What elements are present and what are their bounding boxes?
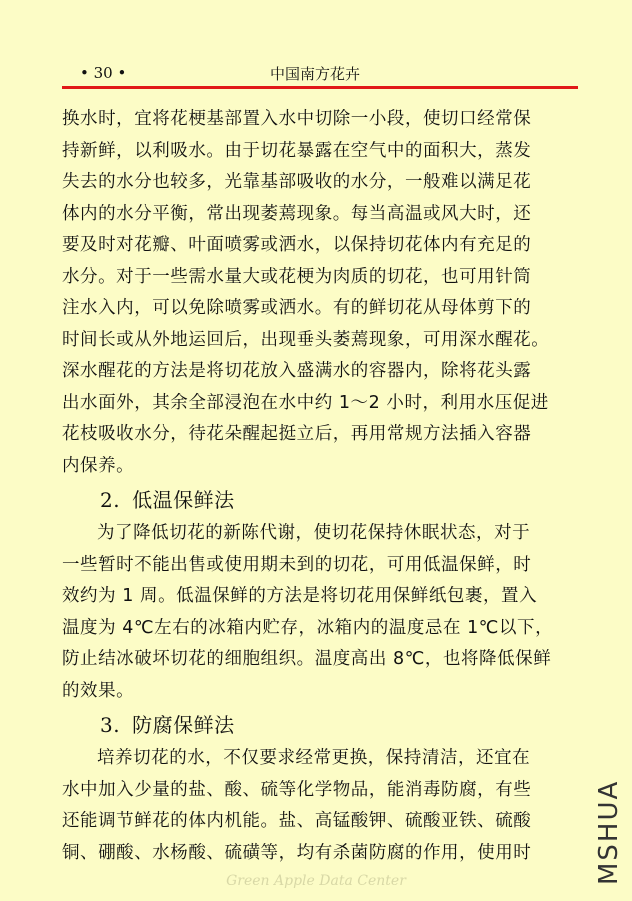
text-line: 内保养。 xyxy=(62,455,135,476)
text-line: 失去的水分也较多，光靠基部吸收的水分，一般难以满足花 xyxy=(62,172,532,192)
text-line: 温度为 4℃左右的冰箱内贮存，冰箱内的温度忌在 1℃以下， xyxy=(62,617,554,638)
section-title: 防腐保鲜法 xyxy=(132,713,235,737)
text-line: 的效果。 xyxy=(62,680,135,701)
text-line: 持新鲜，以利吸水。由于切花暴露在空气中的面积大，蒸发 xyxy=(62,140,532,161)
text-line: 出水面外，其余全部浸泡在水中约 1～2 小时，利用水压促进 xyxy=(62,392,549,413)
header-rule xyxy=(62,86,578,89)
text-line: 花枝吸收水分，待花朵醒起挺立后，再用常规方法插入容器 xyxy=(62,424,532,444)
page-number: • 30 • xyxy=(80,64,127,82)
text-line: 水中加入少量的盐、酸、硫等化学物品，能消毒防腐，有些 xyxy=(62,779,532,800)
section-number: 3. xyxy=(100,713,121,737)
section-number: 2. xyxy=(100,488,121,512)
side-watermark: MSHUA xyxy=(594,779,624,885)
text-line: 培养切花的水，不仅要求经常更换，保持清洁，还宜在 xyxy=(97,748,531,768)
text-line: 为了降低切花的新陈代谢，使切花保持休眠状态，对于 xyxy=(97,523,531,543)
section-title: 低温保鲜法 xyxy=(132,488,235,512)
text-line: 水分。对于一些需水量大或花梗为肉质的切花，也可用针筒 xyxy=(62,266,532,287)
text-line: 铜、硼酸、水杨酸、硫磺等，均有杀菌防腐的作用，使用时 xyxy=(62,842,532,863)
running-title: 中国南方花卉 xyxy=(270,65,361,83)
text-line: 注水入内，可以免除喷雾或洒水。有的鲜切花从母体剪下的 xyxy=(62,298,532,318)
section-heading-3 xyxy=(62,707,580,743)
bottom-watermark: Green Apple Data Center xyxy=(226,873,406,889)
text-line: 效约为 1 周。低温保鲜的方法是将切花用保鲜纸包裹，置入 xyxy=(62,586,538,606)
text-line: 要及时对花瓣、叶面喷雾或洒水，以保持切花体内有充足的 xyxy=(62,235,532,255)
text-line: 换水时，宜将花梗基部置入水中切除一小段，使切口经常保 xyxy=(62,109,532,129)
page-header xyxy=(62,60,582,84)
text-line: 体内的水分平衡，常出现萎蔫现象。每当高温或风大时，还 xyxy=(62,203,532,224)
text-line: 深水醒花的方法是将切花放入盛满水的容器内，除将花头露 xyxy=(62,361,532,381)
body-text xyxy=(62,104,580,869)
text-line: 还能调节鲜花的体内机能。盐、高锰酸钾、硫酸亚铁、硫酸 xyxy=(62,811,532,831)
text-line: 防止结冰破坏切花的细胞组织。温度高出 8℃，也将降低保鲜 xyxy=(62,649,552,669)
section-heading-2 xyxy=(62,482,580,518)
text-line: 时间长或从外地运回后，出现垂头萎蔫现象，可用深水醒花。 xyxy=(62,329,550,350)
text-line: 一些暂时不能出售或使用期未到的切花，可用低温保鲜，时 xyxy=(62,554,532,575)
